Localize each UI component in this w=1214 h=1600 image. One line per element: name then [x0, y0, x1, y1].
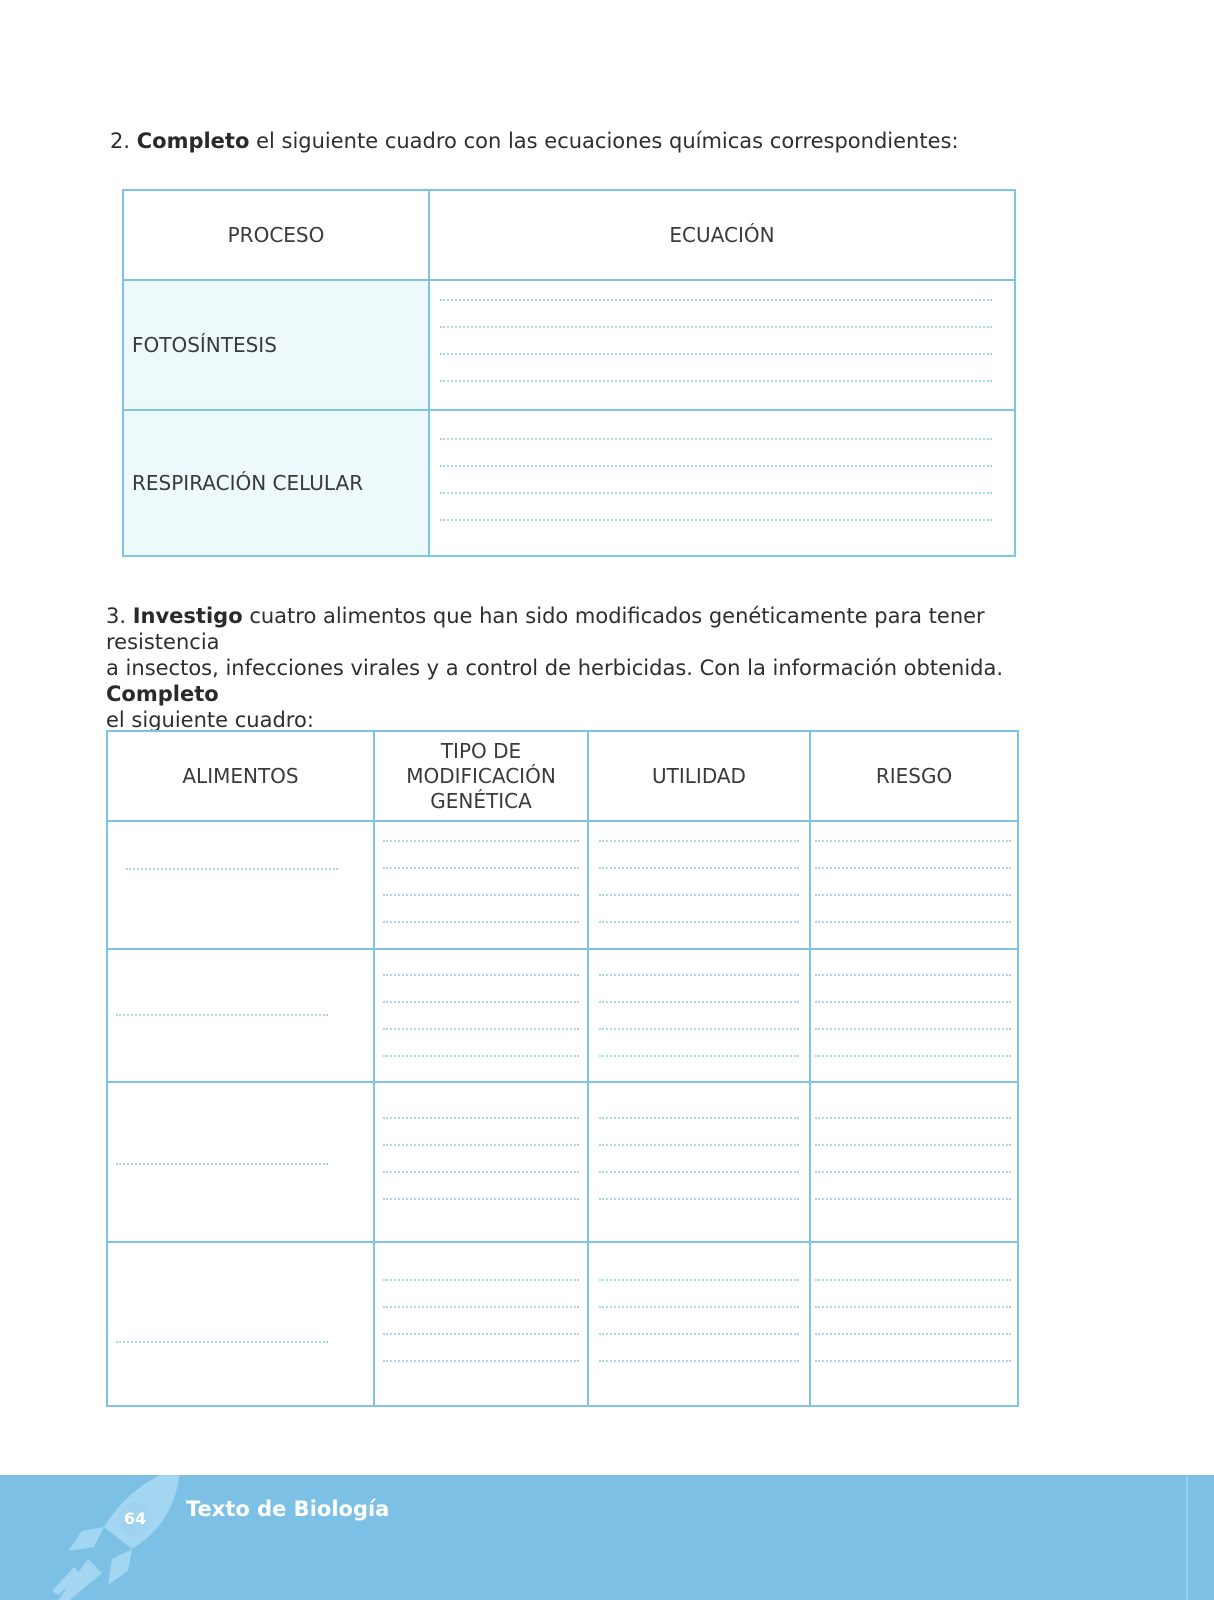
question-2	[110, 128, 959, 154]
answer-line	[815, 840, 1011, 842]
answer-line	[383, 1279, 579, 1281]
answer-line	[383, 1198, 579, 1200]
answer-line	[815, 1198, 1011, 1200]
answer-line	[440, 438, 992, 440]
process-label: FOTOSÍNTESIS	[123, 280, 429, 410]
answer-cell[interactable]	[810, 821, 1018, 949]
question-verb: Investigo	[132, 604, 243, 628]
answer-line	[599, 1028, 799, 1030]
gmo-foods-table	[106, 730, 1019, 1407]
answer-line	[383, 1117, 579, 1119]
answer-line	[599, 921, 799, 923]
answer-line	[116, 1163, 328, 1165]
question-text: cuatro alimentos que han sido modificados genéticamente para tener resistencia	[106, 604, 985, 654]
answer-line	[815, 894, 1011, 896]
page-footer	[0, 1475, 1214, 1600]
question-text: a insectos, infecciones virales y a control de herbicidas. Con la información obtenida.	[106, 656, 1004, 680]
answer-line	[815, 1333, 1011, 1335]
answer-line	[815, 1144, 1011, 1146]
answer-line	[440, 519, 992, 521]
answer-line	[815, 1360, 1011, 1362]
question-3	[106, 603, 1036, 733]
answer-line	[383, 1360, 579, 1362]
question-number: 3.	[106, 604, 127, 628]
answer-line	[383, 1055, 579, 1057]
page-number: 64	[118, 1502, 152, 1536]
answer-line	[599, 974, 799, 976]
answer-cell[interactable]	[374, 949, 588, 1082]
answer-line	[815, 1028, 1011, 1030]
question-verb: Completo	[106, 682, 219, 706]
answer-line	[383, 1333, 579, 1335]
answer-line	[815, 1117, 1011, 1119]
question-text: el siguiente cuadro:	[106, 708, 314, 732]
answer-line	[815, 1001, 1011, 1003]
food-answer-cell[interactable]	[107, 1082, 374, 1242]
food-answer-cell[interactable]	[107, 1242, 374, 1406]
answer-line	[815, 1055, 1011, 1057]
header-line: GENÉTICA	[430, 788, 532, 813]
answer-line	[116, 1014, 328, 1016]
answer-cell[interactable]	[810, 1242, 1018, 1406]
answer-line	[815, 1306, 1011, 1308]
answer-line	[599, 840, 799, 842]
answer-line	[599, 1171, 799, 1173]
process-label: RESPIRACIÓN CELULAR	[123, 410, 429, 556]
header-tipo-modificacion	[374, 731, 588, 821]
answer-line	[815, 921, 1011, 923]
answer-cell[interactable]	[588, 1082, 810, 1242]
header-ecuacion: ECUACIÓN	[429, 190, 1015, 280]
answer-cell[interactable]	[588, 821, 810, 949]
food-answer-cell[interactable]	[107, 821, 374, 949]
answer-line	[599, 1001, 799, 1003]
answer-cell[interactable]	[810, 1082, 1018, 1242]
answer-line	[599, 1279, 799, 1281]
answer-line	[599, 1360, 799, 1362]
answer-line	[815, 974, 1011, 976]
answer-line	[440, 465, 992, 467]
answer-cell[interactable]	[810, 949, 1018, 1082]
answer-line	[383, 1144, 579, 1146]
header-line: TIPO DE	[440, 738, 522, 763]
answer-cell[interactable]	[374, 1082, 588, 1242]
food-answer-cell[interactable]	[107, 949, 374, 1082]
answer-line	[815, 1171, 1011, 1173]
answer-line	[440, 299, 992, 301]
footer-divider	[1186, 1475, 1188, 1600]
header-alimentos: ALIMENTOS	[107, 731, 374, 821]
rocket-icon	[48, 1475, 188, 1600]
answer-line	[599, 1306, 799, 1308]
answer-cell[interactable]	[588, 1242, 810, 1406]
answer-line	[440, 326, 992, 328]
answer-line	[383, 867, 579, 869]
answer-line	[599, 1144, 799, 1146]
answer-line	[383, 840, 579, 842]
answer-line	[383, 894, 579, 896]
answer-cell[interactable]	[374, 1242, 588, 1406]
answer-cell[interactable]	[374, 821, 588, 949]
answer-line	[383, 1028, 579, 1030]
header-line: MODIFICACIÓN	[406, 763, 556, 788]
header-proceso: PROCESO	[123, 190, 429, 280]
question-number: 2.	[110, 129, 131, 153]
answer-line	[383, 921, 579, 923]
answer-line	[599, 894, 799, 896]
answer-line	[116, 1341, 328, 1343]
equation-answer-cell[interactable]	[429, 280, 1015, 410]
question-verb: Completo	[136, 129, 250, 153]
answer-line	[383, 974, 579, 976]
answer-line	[599, 1333, 799, 1335]
answer-line	[440, 353, 992, 355]
answer-line	[815, 867, 1011, 869]
answer-line	[599, 1055, 799, 1057]
answer-line	[599, 1117, 799, 1119]
answer-cell[interactable]	[588, 949, 810, 1082]
answer-line	[440, 380, 992, 382]
question-text: el siguiente cuadro con las ecuaciones químicas correspondientes:	[249, 129, 959, 153]
answer-line	[599, 1198, 799, 1200]
answer-line	[815, 1279, 1011, 1281]
answer-line	[126, 868, 338, 870]
equations-table	[122, 189, 1016, 557]
answer-line	[599, 867, 799, 869]
header-riesgo: RIESGO	[810, 731, 1018, 821]
answer-line	[383, 1171, 579, 1173]
answer-line	[383, 1306, 579, 1308]
book-title: Texto de Biología	[186, 1497, 390, 1521]
answer-line	[383, 1001, 579, 1003]
answer-line	[440, 492, 992, 494]
header-utilidad: UTILIDAD	[588, 731, 810, 821]
equation-answer-cell[interactable]	[429, 410, 1015, 556]
